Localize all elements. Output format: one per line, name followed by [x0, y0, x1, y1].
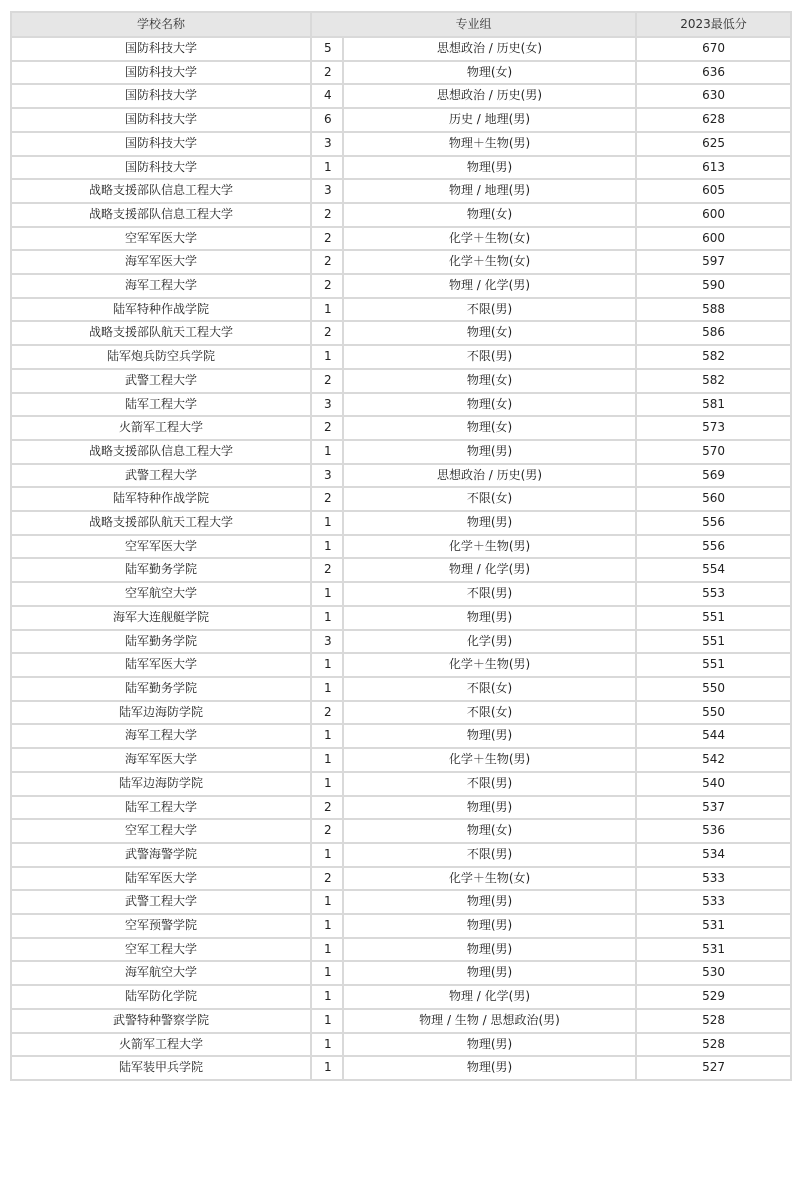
table-row: [11, 393, 791, 417]
table-row: [11, 1056, 791, 1080]
group-number-cell: 3: [311, 132, 343, 156]
school-name-cell: 空军预警学院: [11, 914, 311, 938]
school-name-cell: 海军工程大学: [11, 724, 311, 748]
school-name-cell: 空军军医大学: [11, 227, 311, 251]
school-name-cell: 武警工程大学: [11, 369, 311, 393]
table-row: [11, 677, 791, 701]
group-number-cell: 2: [311, 416, 343, 440]
table-row: [11, 345, 791, 369]
min-score-cell: 556: [636, 511, 791, 535]
min-score-cell: 534: [636, 843, 791, 867]
table-row: [11, 61, 791, 85]
school-name-cell: 海军航空大学: [11, 961, 311, 985]
major-group-cell: 不限(女): [343, 677, 636, 701]
group-number-cell: 2: [311, 203, 343, 227]
min-score-cell: 605: [636, 179, 791, 203]
school-name-cell: 空军军医大学: [11, 535, 311, 559]
table-row: [11, 796, 791, 820]
group-number-cell: 4: [311, 84, 343, 108]
school-name-cell: 火箭军工程大学: [11, 416, 311, 440]
table-row: [11, 203, 791, 227]
header-row: [11, 12, 791, 37]
group-number-cell: 1: [311, 772, 343, 796]
table-row: [11, 772, 791, 796]
group-number-cell: 1: [311, 440, 343, 464]
school-name-cell: 武警工程大学: [11, 464, 311, 488]
min-score-cell: 536: [636, 819, 791, 843]
table-row: [11, 416, 791, 440]
major-group-cell: 物理 / 地理(男): [343, 179, 636, 203]
min-score-cell: 533: [636, 890, 791, 914]
min-score-cell: 551: [636, 653, 791, 677]
school-name-cell: 火箭军工程大学: [11, 1033, 311, 1057]
major-group-cell: 物理(女): [343, 369, 636, 393]
min-score-cell: 569: [636, 464, 791, 488]
major-group-cell: 物理 / 生物 / 思想政治(男): [343, 1009, 636, 1033]
major-group-cell: 物理(男): [343, 796, 636, 820]
major-group-cell: 不限(男): [343, 345, 636, 369]
school-name-cell: 陆军勤务学院: [11, 558, 311, 582]
table-row: [11, 487, 791, 511]
major-group-cell: 物理＋生物(男): [343, 132, 636, 156]
admission-score-table: [10, 11, 792, 1081]
school-name-cell: 国防科技大学: [11, 37, 311, 61]
table-row: [11, 464, 791, 488]
school-name-cell: 战略支援部队信息工程大学: [11, 203, 311, 227]
major-group-cell: 不限(男): [343, 843, 636, 867]
school-name-cell: 陆军边海防学院: [11, 701, 311, 725]
school-name-cell: 海军大连舰艇学院: [11, 606, 311, 630]
school-name-cell: 陆军特种作战学院: [11, 298, 311, 322]
group-number-cell: 2: [311, 274, 343, 298]
school-name-cell: 战略支援部队航天工程大学: [11, 321, 311, 345]
group-number-cell: 2: [311, 558, 343, 582]
major-group-cell: 物理(男): [343, 156, 636, 180]
min-score-cell: 573: [636, 416, 791, 440]
group-number-cell: 1: [311, 1056, 343, 1080]
table-row: [11, 867, 791, 891]
table-row: [11, 227, 791, 251]
min-score-cell: 588: [636, 298, 791, 322]
school-name-cell: 陆军工程大学: [11, 393, 311, 417]
group-number-cell: 2: [311, 701, 343, 725]
school-name-cell: 国防科技大学: [11, 84, 311, 108]
group-number-cell: 1: [311, 890, 343, 914]
group-number-cell: 1: [311, 961, 343, 985]
major-group-cell: 物理(男): [343, 961, 636, 985]
min-score-cell: 613: [636, 156, 791, 180]
group-number-cell: 2: [311, 61, 343, 85]
school-name-cell: 国防科技大学: [11, 108, 311, 132]
table-row: [11, 369, 791, 393]
major-group-cell: 物理(女): [343, 321, 636, 345]
major-group-cell: 物理(男): [343, 938, 636, 962]
table-row: [11, 606, 791, 630]
table-row: [11, 582, 791, 606]
table-row: [11, 961, 791, 985]
group-number-cell: 1: [311, 156, 343, 180]
school-name-cell: 海军军医大学: [11, 748, 311, 772]
table-row: [11, 179, 791, 203]
group-number-cell: 2: [311, 227, 343, 251]
min-score-cell: 530: [636, 961, 791, 985]
min-score-cell: 554: [636, 558, 791, 582]
table-row: [11, 511, 791, 535]
major-group-cell: 物理 / 化学(男): [343, 985, 636, 1009]
major-group-cell: 物理 / 化学(男): [343, 274, 636, 298]
group-number-cell: 3: [311, 630, 343, 654]
table-row: [11, 724, 791, 748]
group-number-cell: 6: [311, 108, 343, 132]
major-group-cell: 思想政治 / 历史(女): [343, 37, 636, 61]
school-name-cell: 海军工程大学: [11, 274, 311, 298]
group-number-cell: 3: [311, 179, 343, 203]
group-number-cell: 3: [311, 464, 343, 488]
table-row: [11, 985, 791, 1009]
group-number-cell: 1: [311, 843, 343, 867]
school-name-cell: 陆军军医大学: [11, 653, 311, 677]
school-name-cell: 战略支援部队信息工程大学: [11, 179, 311, 203]
school-name-cell: 陆军工程大学: [11, 796, 311, 820]
major-group-cell: 物理(男): [343, 914, 636, 938]
major-group-cell: 历史 / 地理(男): [343, 108, 636, 132]
min-score-cell: 570: [636, 440, 791, 464]
min-score-cell: 531: [636, 914, 791, 938]
school-name-cell: 战略支援部队航天工程大学: [11, 511, 311, 535]
min-score-cell: 550: [636, 701, 791, 725]
major-group-cell: 化学＋生物(女): [343, 250, 636, 274]
group-number-cell: 1: [311, 748, 343, 772]
table-row: [11, 156, 791, 180]
table-row: [11, 701, 791, 725]
school-name-cell: 陆军特种作战学院: [11, 487, 311, 511]
table-header: [11, 12, 791, 37]
school-name-cell: 海军军医大学: [11, 250, 311, 274]
school-name-cell: 陆军勤务学院: [11, 677, 311, 701]
group-number-cell: 1: [311, 298, 343, 322]
table-row: [11, 440, 791, 464]
major-group-cell: 物理(男): [343, 724, 636, 748]
group-number-cell: 1: [311, 1033, 343, 1057]
table-row: [11, 890, 791, 914]
group-number-cell: 1: [311, 582, 343, 606]
major-group-cell: 物理(女): [343, 61, 636, 85]
table-row: [11, 274, 791, 298]
table-row: [11, 1033, 791, 1057]
major-group-cell: 不限(男): [343, 772, 636, 796]
group-number-cell: 1: [311, 938, 343, 962]
table-body: [11, 37, 791, 1080]
min-score-cell: 540: [636, 772, 791, 796]
school-name-cell: 陆军防化学院: [11, 985, 311, 1009]
min-score-cell: 590: [636, 274, 791, 298]
group-number-cell: 1: [311, 653, 343, 677]
school-name-cell: 陆军边海防学院: [11, 772, 311, 796]
major-group-cell: 物理(男): [343, 1056, 636, 1080]
min-score-cell: 636: [636, 61, 791, 85]
min-score-cell: 597: [636, 250, 791, 274]
min-score-cell: 628: [636, 108, 791, 132]
school-name-cell: 陆军炮兵防空兵学院: [11, 345, 311, 369]
min-score-cell: 670: [636, 37, 791, 61]
table-row: [11, 298, 791, 322]
table-row: [11, 250, 791, 274]
group-number-cell: 1: [311, 985, 343, 1009]
table-row: [11, 914, 791, 938]
major-group-cell: 思想政治 / 历史(男): [343, 84, 636, 108]
major-group-cell: 物理(男): [343, 511, 636, 535]
table-row: [11, 108, 791, 132]
group-number-cell: 2: [311, 867, 343, 891]
major-group-cell: 思想政治 / 历史(男): [343, 464, 636, 488]
table-row: [11, 843, 791, 867]
major-group-cell: 不限(男): [343, 298, 636, 322]
group-number-cell: 5: [311, 37, 343, 61]
min-score-cell: 600: [636, 227, 791, 251]
major-group-cell: 物理(男): [343, 440, 636, 464]
major-group-cell: 化学＋生物(男): [343, 653, 636, 677]
min-score-cell: 625: [636, 132, 791, 156]
min-score-cell: 551: [636, 630, 791, 654]
school-name-cell: 陆军勤务学院: [11, 630, 311, 654]
group-number-cell: 2: [311, 819, 343, 843]
school-name-cell: 空军工程大学: [11, 938, 311, 962]
major-group-cell: 化学＋生物(女): [343, 227, 636, 251]
min-score-cell: 542: [636, 748, 791, 772]
min-score-cell: 582: [636, 369, 791, 393]
major-group-cell: 不限(女): [343, 701, 636, 725]
group-number-cell: 1: [311, 345, 343, 369]
header-school-name: 学校名称: [11, 12, 311, 37]
major-group-cell: 物理(男): [343, 606, 636, 630]
table-row: [11, 37, 791, 61]
table-row: [11, 535, 791, 559]
school-name-cell: 国防科技大学: [11, 156, 311, 180]
min-score-cell: 528: [636, 1009, 791, 1033]
group-number-cell: 1: [311, 677, 343, 701]
school-name-cell: 武警工程大学: [11, 890, 311, 914]
major-group-cell: 物理(女): [343, 819, 636, 843]
group-number-cell: 1: [311, 914, 343, 938]
table-row: [11, 558, 791, 582]
min-score-cell: 600: [636, 203, 791, 227]
school-name-cell: 陆军装甲兵学院: [11, 1056, 311, 1080]
group-number-cell: 1: [311, 535, 343, 559]
school-name-cell: 武警海警学院: [11, 843, 311, 867]
major-group-cell: 物理(女): [343, 203, 636, 227]
min-score-cell: 556: [636, 535, 791, 559]
group-number-cell: 1: [311, 724, 343, 748]
min-score-cell: 531: [636, 938, 791, 962]
table-row: [11, 84, 791, 108]
major-group-cell: 不限(男): [343, 582, 636, 606]
school-name-cell: 空军航空大学: [11, 582, 311, 606]
table-row: [11, 819, 791, 843]
major-group-cell: 物理(男): [343, 1033, 636, 1057]
min-score-cell: 551: [636, 606, 791, 630]
min-score-cell: 553: [636, 582, 791, 606]
min-score-cell: 537: [636, 796, 791, 820]
min-score-cell: 528: [636, 1033, 791, 1057]
min-score-cell: 630: [636, 84, 791, 108]
table-row: [11, 630, 791, 654]
table-row: [11, 653, 791, 677]
group-number-cell: 2: [311, 796, 343, 820]
group-number-cell: 2: [311, 369, 343, 393]
major-group-cell: 物理(男): [343, 890, 636, 914]
min-score-cell: 527: [636, 1056, 791, 1080]
header-major-group: 专业组: [311, 12, 636, 37]
min-score-cell: 586: [636, 321, 791, 345]
min-score-cell: 560: [636, 487, 791, 511]
group-number-cell: 1: [311, 511, 343, 535]
major-group-cell: 化学＋生物(男): [343, 748, 636, 772]
school-name-cell: 国防科技大学: [11, 132, 311, 156]
group-number-cell: 2: [311, 250, 343, 274]
group-number-cell: 1: [311, 606, 343, 630]
min-score-cell: 550: [636, 677, 791, 701]
table-row: [11, 748, 791, 772]
table-row: [11, 321, 791, 345]
major-group-cell: 物理(女): [343, 393, 636, 417]
min-score-cell: 581: [636, 393, 791, 417]
school-name-cell: 武警特种警察学院: [11, 1009, 311, 1033]
min-score-cell: 544: [636, 724, 791, 748]
school-name-cell: 战略支援部队信息工程大学: [11, 440, 311, 464]
group-number-cell: 3: [311, 393, 343, 417]
min-score-cell: 533: [636, 867, 791, 891]
group-number-cell: 1: [311, 1009, 343, 1033]
major-group-cell: 化学＋生物(男): [343, 535, 636, 559]
school-name-cell: 陆军军医大学: [11, 867, 311, 891]
group-number-cell: 2: [311, 487, 343, 511]
major-group-cell: 化学(男): [343, 630, 636, 654]
table-row: [11, 1009, 791, 1033]
major-group-cell: 化学＋生物(女): [343, 867, 636, 891]
min-score-cell: 582: [636, 345, 791, 369]
table-row: [11, 132, 791, 156]
school-name-cell: 国防科技大学: [11, 61, 311, 85]
school-name-cell: 空军工程大学: [11, 819, 311, 843]
major-group-cell: 物理(女): [343, 416, 636, 440]
min-score-cell: 529: [636, 985, 791, 1009]
major-group-cell: 物理 / 化学(男): [343, 558, 636, 582]
group-number-cell: 2: [311, 321, 343, 345]
table-row: [11, 938, 791, 962]
major-group-cell: 不限(女): [343, 487, 636, 511]
header-min-score-2023: 2023最低分: [636, 12, 791, 37]
